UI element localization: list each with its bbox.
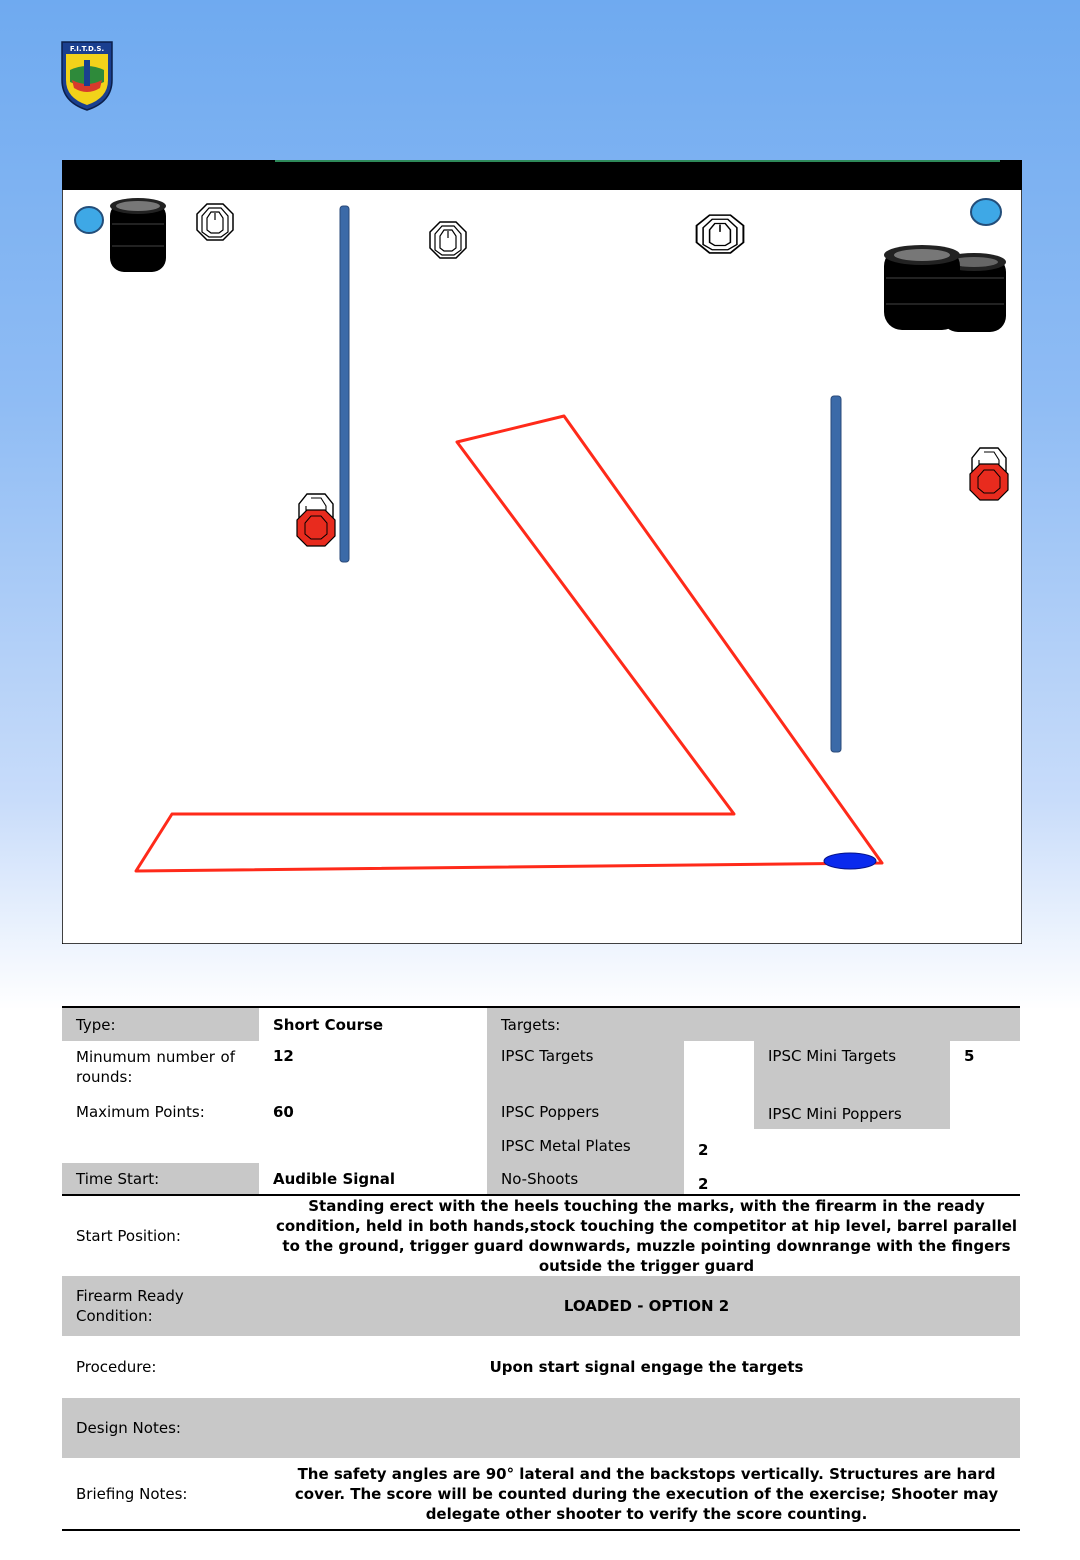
no-shoot-right [970,448,1008,500]
start-position-label: Start Position: [62,1195,259,1276]
stage-header-bar [62,160,1022,190]
targets-label: Targets: [487,1007,1020,1041]
time-start-label: Time Start: [62,1163,259,1195]
ipsc-poppers-value [684,1095,754,1129]
stage-info-table [62,1006,1020,1531]
firearm-ready-value: LOADED - OPTION 2 [259,1276,1020,1336]
no-shoots-label: No-Shoots [487,1163,684,1195]
no-shoots-value: 2 [684,1163,754,1195]
procedure-label: Procedure: [62,1336,259,1398]
design-notes-value [259,1398,1020,1458]
briefing-notes-value: The safety angles are 90° lateral and the backstops vertically. Structures are hard cover. The score will be counted during the execution of the exercise; Shooter may delegate other shooter to verify the score counting. [259,1458,1020,1530]
firearm-ready-label: Firearm Ready Condition: [62,1276,259,1336]
ipsc-mini-targets-label: IPSC Mini Targets [754,1041,950,1095]
start-position-value: Standing erect with the heels touching the marks, with the firearm in the ready condition, held in both hands,stock touching the competitor at hip level, barrel parallel to the ground, trigger guard downwards, muzzle pointing downrange with the fingers outside the trigger guard [259,1195,1020,1276]
metal-plate-left [75,207,103,233]
max-points-label: Maximum Points: [62,1095,259,1129]
max-points-value: 60 [259,1095,487,1129]
type-value: Short Course [259,1007,487,1041]
type-label: Type: [62,1007,259,1041]
time-start-value: Audible Signal [259,1163,487,1195]
wall-right [831,396,841,752]
min-rounds-label: Minumum number of rounds: [62,1041,259,1095]
briefing-notes-label: Briefing Notes: [62,1458,259,1530]
ipsc-poppers-label: IPSC Poppers [487,1095,684,1129]
procedure-value: Upon start signal engage the targets [259,1336,1020,1398]
ipsc-targets-label: IPSC Targets [487,1041,684,1095]
paper-target-1 [197,204,233,240]
wall-left [340,206,349,562]
ipsc-targets-value [684,1041,754,1095]
ipsc-metal-plates-label: IPSC Metal Plates [487,1129,684,1163]
design-notes-label: Design Notes: [62,1398,259,1458]
paper-target-3 [697,215,744,253]
logo-text: F.I.T.D.S. [69,45,105,53]
metal-plate-right [971,199,1001,225]
ipsc-mini-poppers-value [950,1095,1020,1129]
fitds-logo [60,40,114,112]
no-shoot-left [297,494,335,546]
ipsc-metal-plates-value: 2 [684,1129,754,1163]
start-position-mark [824,853,876,869]
barrel-stack-left [110,198,166,272]
stage-area [62,160,1022,944]
ipsc-mini-targets-value: 5 [950,1041,1020,1095]
paper-target-2 [430,222,466,258]
stage-diagram [62,160,1022,944]
barrel-stack-right [884,245,1006,332]
ipsc-mini-poppers-label: IPSC Mini Poppers [754,1095,950,1129]
min-rounds-value: 12 [259,1041,487,1095]
